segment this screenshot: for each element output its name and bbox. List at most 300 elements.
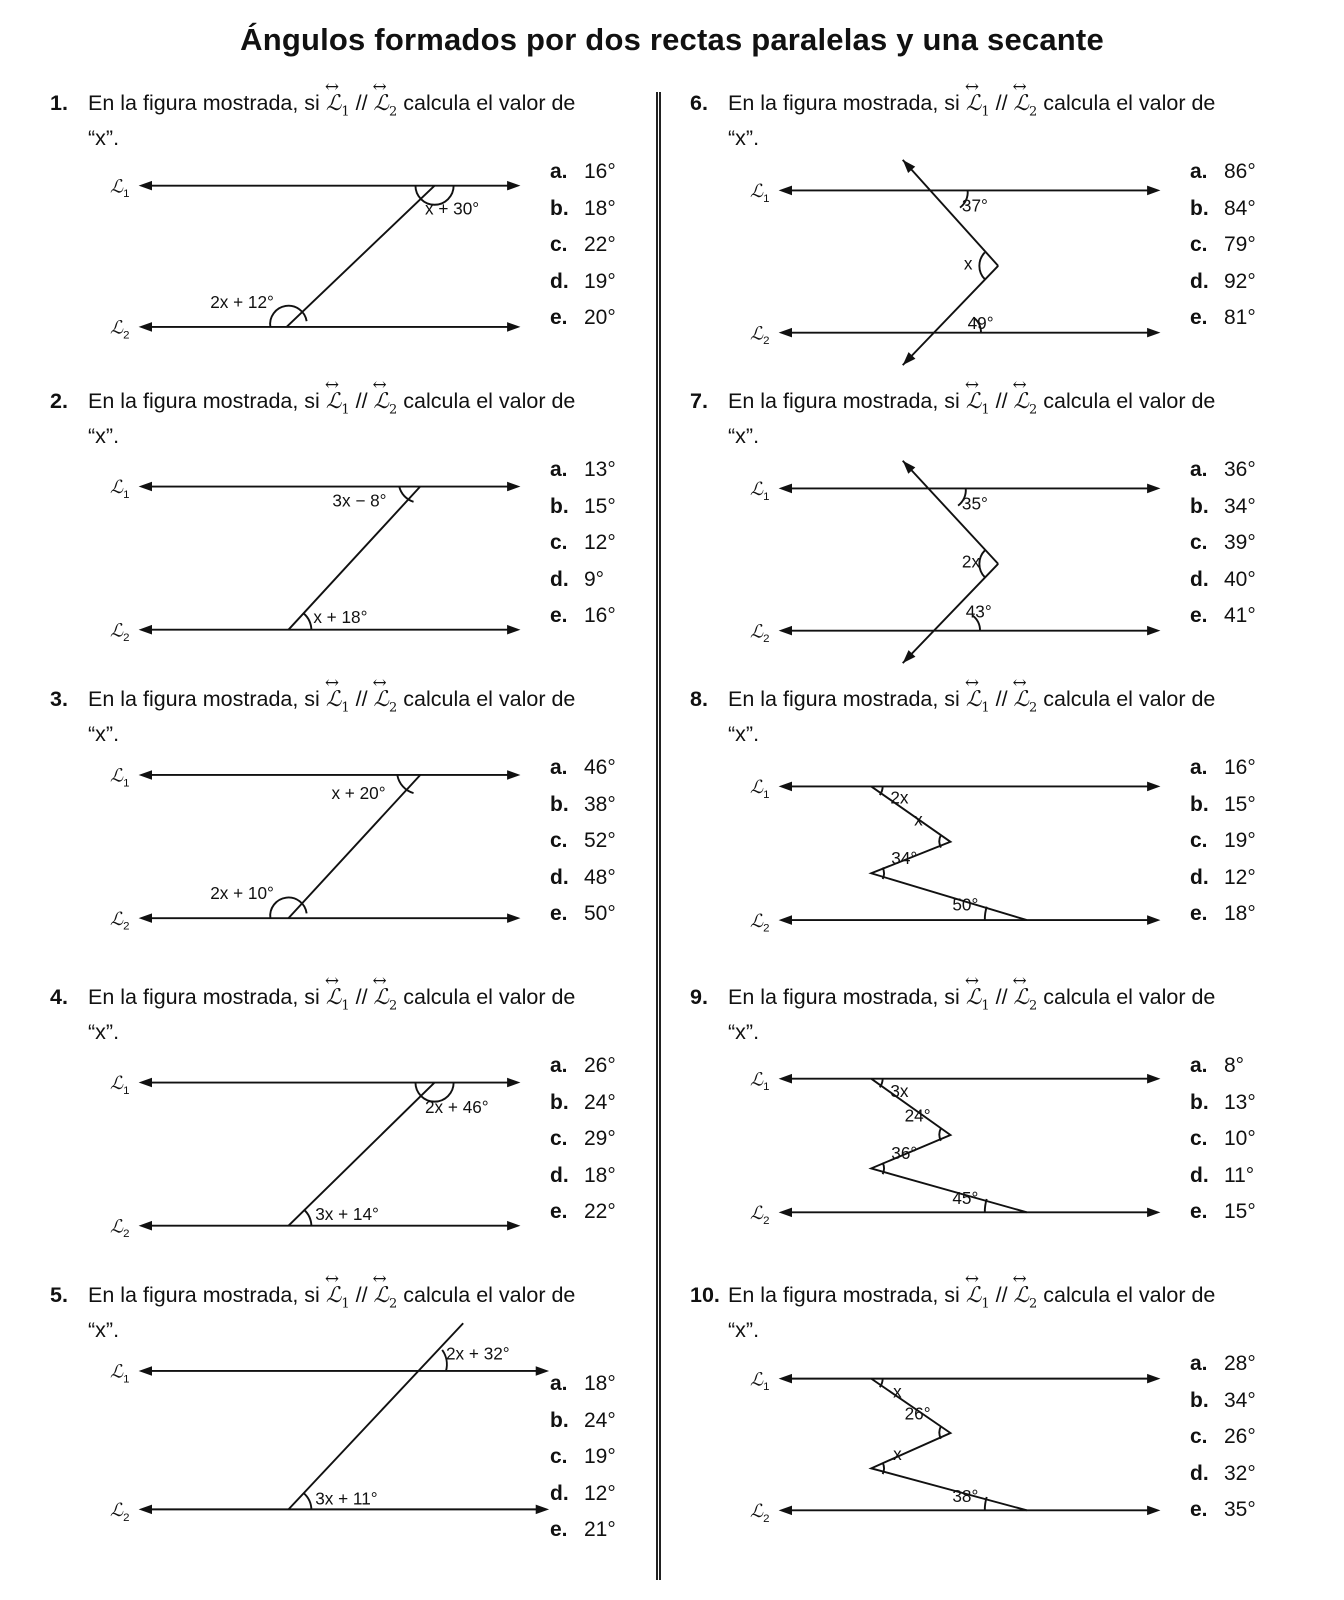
angle-label: x + 20° xyxy=(331,782,386,803)
angle-label: 2x xyxy=(961,551,981,572)
line-l2-arrow-right xyxy=(507,913,520,923)
option-value: 24° xyxy=(584,1090,616,1114)
answer-option[interactable] xyxy=(1190,1352,1300,1389)
line-l1-symbol: ↔ ℒ$_1$ xyxy=(966,1282,990,1317)
answer-option[interactable] xyxy=(1190,1091,1300,1128)
problem-statement xyxy=(690,984,1280,1046)
option-value: 84° xyxy=(1224,196,1256,220)
option-value: 18° xyxy=(584,1163,616,1187)
angle-arc xyxy=(939,835,941,847)
option-value: 22° xyxy=(584,233,616,256)
statement-unknown: “x”. xyxy=(88,424,120,449)
option-value: 16° xyxy=(584,604,616,627)
option-letter: c. xyxy=(550,1127,568,1150)
line-l2-symbol: ↔ ℒ$_2$ xyxy=(1014,984,1038,1019)
option-value: 92° xyxy=(1224,269,1256,293)
answer-option[interactable] xyxy=(550,458,660,495)
parallel-symbol: // xyxy=(355,985,368,1009)
problem-1 xyxy=(50,90,650,388)
angle-figure xyxy=(750,751,1170,966)
answer-option[interactable] xyxy=(550,829,660,866)
statement-unknown: “x”. xyxy=(728,722,760,747)
problem-5 xyxy=(50,1282,650,1580)
line-l2-symbol: ↔ ℒ$_2$ xyxy=(374,984,398,1019)
line-l2-arrow-right xyxy=(1147,626,1160,636)
line-l2-symbol: ↔ ℒ$_2$ xyxy=(374,388,398,423)
option-letter: a. xyxy=(1190,1054,1208,1077)
problem-number: 6. xyxy=(690,91,708,115)
angle-arc xyxy=(304,613,312,629)
problem-10 xyxy=(690,1282,1290,1580)
answer-option[interactable] xyxy=(550,1091,660,1128)
angle-label: 36° xyxy=(891,1142,918,1163)
angle-label: x + 30° xyxy=(425,198,480,219)
problem-number: 3. xyxy=(50,687,68,711)
line-l1-arrow-left xyxy=(779,782,792,792)
line-l2-label: ℒ$_2$ xyxy=(750,621,770,646)
line-l2-arrow-right xyxy=(1147,328,1160,338)
angle-label: 38° xyxy=(952,1485,979,1506)
statement-suffix: calcula el valor de xyxy=(403,687,576,711)
problem-statement xyxy=(50,1282,640,1344)
answer-options xyxy=(1190,756,1300,939)
line-l1-arrow-left xyxy=(779,1374,792,1384)
option-value: 86° xyxy=(1224,160,1256,183)
option-value: 38° xyxy=(584,792,616,816)
statement-suffix: calcula el valor de xyxy=(1043,389,1216,413)
line-l2-arrow-left xyxy=(139,625,152,635)
answer-option[interactable] xyxy=(550,1372,660,1409)
angle-label: 3x xyxy=(890,1080,909,1101)
line-l2-symbol: ↔ ℒ$_2$ xyxy=(1014,388,1038,423)
line-l1-symbol: ↔ ℒ$_1$ xyxy=(326,686,350,721)
statement-unknown: “x”. xyxy=(728,126,760,151)
option-value: 12° xyxy=(584,531,616,554)
option-value: 40° xyxy=(1224,567,1256,591)
option-value: 41° xyxy=(1224,604,1256,627)
angle-label: 45° xyxy=(952,1187,979,1208)
line-l1-arrow-left xyxy=(139,770,152,780)
answer-option[interactable] xyxy=(550,270,660,307)
parallel-symbol: // xyxy=(355,687,368,711)
problem-number: 1. xyxy=(50,91,68,115)
answer-option[interactable] xyxy=(1190,197,1300,234)
answer-option[interactable] xyxy=(1190,902,1300,939)
angle-label: 50° xyxy=(952,894,979,915)
line-l2-symbol: ↔ ℒ$_2$ xyxy=(1014,90,1038,125)
angle-label: 2x + 32° xyxy=(446,1343,510,1364)
angle-label: 24° xyxy=(904,1105,931,1126)
angle-arc xyxy=(883,868,884,879)
option-value: 19° xyxy=(1224,829,1256,852)
option-value: 39° xyxy=(1224,531,1256,554)
option-letter: a. xyxy=(550,756,568,779)
parallel-symbol: // xyxy=(995,985,1008,1009)
line-l2-arrow-left xyxy=(139,1505,152,1515)
answer-option[interactable] xyxy=(550,1482,660,1519)
statement-suffix: calcula el valor de xyxy=(403,91,576,115)
answer-option[interactable] xyxy=(550,1200,660,1237)
option-value: 81° xyxy=(1224,306,1256,329)
line-l1-arrow-right xyxy=(1147,186,1160,196)
option-letter: d. xyxy=(550,269,569,293)
line-l1-label: ℒ$_1$ xyxy=(110,1073,130,1097)
option-letter: d. xyxy=(1190,865,1209,889)
statement-prefix: En la figura mostrada, si xyxy=(728,1283,960,1307)
option-value: 26° xyxy=(584,1054,616,1077)
answer-option[interactable] xyxy=(550,1445,660,1482)
problem-statement xyxy=(690,1282,1280,1344)
parallel-symbol: // xyxy=(995,389,1008,413)
statement-prefix: En la figura mostrada, si xyxy=(88,389,320,413)
line-l1-symbol: ↔ ℒ$_1$ xyxy=(966,90,990,125)
line-l1-label: ℒ$_1$ xyxy=(750,1069,770,1094)
line-l2-arrow-left xyxy=(139,913,152,923)
option-letter: b. xyxy=(550,1090,569,1114)
line-l2-label: ℒ$_2$ xyxy=(110,317,130,342)
line-l2-label: ℒ$_2$ xyxy=(750,1501,770,1525)
answer-option[interactable] xyxy=(1190,1127,1300,1164)
answer-option[interactable] xyxy=(1190,829,1300,866)
angle-label: 2x + 10° xyxy=(210,883,274,904)
line-l1-symbol: ↔ ℒ$_1$ xyxy=(326,1282,350,1317)
statement-prefix: En la figura mostrada, si xyxy=(728,985,960,1009)
line-l2-arrow-left xyxy=(779,915,792,925)
option-letter: a. xyxy=(1190,1352,1208,1375)
angle-figure xyxy=(110,751,530,966)
line-l2-arrow-right xyxy=(536,1505,549,1515)
line-l1-arrow-left xyxy=(139,482,152,492)
statement-prefix: En la figura mostrada, si xyxy=(88,91,320,115)
answer-option[interactable] xyxy=(550,756,660,793)
line-l2-arrow-right xyxy=(507,1221,520,1231)
angle-label: 3x + 11° xyxy=(315,1488,378,1509)
statement-suffix: calcula el valor de xyxy=(1043,91,1216,115)
answer-option[interactable] xyxy=(1190,756,1300,793)
statement-unknown: “x”. xyxy=(88,126,120,151)
statement-unknown: “x”. xyxy=(728,424,760,449)
line-l2-label: ℒ$_2$ xyxy=(750,323,770,348)
option-value: 10° xyxy=(1224,1127,1256,1150)
line-l2-arrow-left xyxy=(779,1208,792,1218)
option-letter: c. xyxy=(1190,829,1208,852)
angle-label: 3x − 8° xyxy=(332,490,387,511)
option-letter: a. xyxy=(1190,160,1208,183)
line-l2-arrow-left xyxy=(139,322,152,332)
option-value: 15° xyxy=(584,494,616,518)
problem-2 xyxy=(50,388,650,686)
answer-option[interactable] xyxy=(550,306,660,343)
problem-8 xyxy=(690,686,1290,984)
line-l1-arrow-right xyxy=(507,181,520,191)
option-letter: d. xyxy=(1190,567,1209,591)
angle-arc xyxy=(270,306,306,327)
answer-option[interactable] xyxy=(550,1409,660,1446)
answer-option[interactable] xyxy=(1190,1164,1300,1201)
option-value: 8° xyxy=(1224,1054,1245,1077)
transversal-line xyxy=(289,1323,464,1509)
angle-arc xyxy=(304,1493,312,1509)
answer-option[interactable] xyxy=(550,793,660,830)
angle-arc xyxy=(985,907,987,920)
problem-6 xyxy=(690,90,1290,388)
problem-statement xyxy=(50,686,640,748)
parallel-symbol: // xyxy=(355,389,368,413)
option-value: 52° xyxy=(584,829,616,852)
option-value: 16° xyxy=(1224,756,1256,779)
option-value: 15° xyxy=(1224,1200,1256,1223)
option-letter: d. xyxy=(550,567,569,591)
line-l1-arrow-right xyxy=(507,482,520,492)
problem-statement xyxy=(50,90,640,152)
option-letter: a. xyxy=(1190,458,1208,481)
problem-number: 8. xyxy=(690,687,708,711)
problem-7 xyxy=(690,388,1290,686)
option-letter: b. xyxy=(1190,1388,1209,1412)
option-letter: e. xyxy=(550,604,568,627)
angle-figure xyxy=(750,155,1170,370)
answer-option[interactable] xyxy=(550,866,660,903)
option-letter: d. xyxy=(1190,269,1209,293)
option-letter: a. xyxy=(550,1054,568,1077)
option-letter: c. xyxy=(550,531,568,554)
option-letter: e. xyxy=(550,1518,568,1541)
option-letter: a. xyxy=(550,1372,568,1395)
answer-option[interactable] xyxy=(550,568,660,605)
answer-option[interactable] xyxy=(550,902,660,939)
answer-option[interactable] xyxy=(1190,458,1300,495)
option-value: 18° xyxy=(584,1372,616,1395)
problem-statement xyxy=(690,90,1280,152)
answer-option[interactable] xyxy=(550,1518,660,1555)
line-l1-symbol: ↔ ℒ$_1$ xyxy=(326,984,350,1019)
statement-suffix: calcula el valor de xyxy=(1043,1283,1216,1307)
answer-option[interactable] xyxy=(1190,1200,1300,1237)
problem-number: 4. xyxy=(50,985,68,1009)
line-l1-arrow-right xyxy=(507,770,520,780)
angle-arc xyxy=(979,550,984,577)
option-letter: d. xyxy=(1190,1461,1209,1485)
option-value: 11° xyxy=(1224,1163,1255,1187)
option-value: 26° xyxy=(1224,1425,1256,1448)
option-letter: c. xyxy=(1190,1127,1208,1150)
transversal-line xyxy=(287,186,435,327)
angle-label: 43° xyxy=(965,601,992,622)
angle-figure xyxy=(110,1343,530,1562)
problem-3 xyxy=(50,686,650,984)
statement-suffix: calcula el valor de xyxy=(1043,985,1216,1009)
problem-number: 9. xyxy=(690,985,708,1009)
answer-options xyxy=(550,160,660,343)
option-letter: b. xyxy=(550,1408,569,1432)
angle-figure xyxy=(750,1347,1170,1562)
statement-prefix: En la figura mostrada, si xyxy=(88,687,320,711)
angle-label: x xyxy=(893,1381,902,1402)
line-l2-symbol: ↔ ℒ$_2$ xyxy=(1014,1282,1038,1317)
angle-label: x xyxy=(914,809,923,830)
answer-option[interactable] xyxy=(550,1164,660,1201)
line-l1-symbol: ↔ ℒ$_1$ xyxy=(326,90,350,125)
answer-option[interactable] xyxy=(1190,306,1300,343)
option-letter: b. xyxy=(1190,494,1209,518)
option-letter: c. xyxy=(550,1445,568,1468)
line-l1-symbol: ↔ ℒ$_1$ xyxy=(326,388,350,423)
line-l1-label: ℒ$_1$ xyxy=(110,477,130,501)
option-value: 16° xyxy=(584,160,616,183)
option-value: 36° xyxy=(1224,458,1256,481)
answer-option[interactable] xyxy=(1190,270,1300,307)
option-value: 22° xyxy=(584,1200,616,1223)
angle-label: 26° xyxy=(904,1403,931,1424)
answer-option[interactable] xyxy=(550,233,660,270)
answer-option[interactable] xyxy=(1190,866,1300,903)
answer-option[interactable] xyxy=(550,531,660,568)
statement-suffix: calcula el valor de xyxy=(1043,687,1216,711)
answer-option[interactable] xyxy=(1190,495,1300,532)
line-l2-arrow-right xyxy=(1147,915,1160,925)
option-letter: b. xyxy=(1190,196,1209,220)
angle-label: 34° xyxy=(891,847,918,868)
line-l1-label: ℒ$_1$ xyxy=(750,479,770,503)
angle-arc xyxy=(939,1426,941,1438)
statement-unknown: “x”. xyxy=(88,1318,120,1343)
statement-unknown: “x”. xyxy=(88,1020,120,1045)
option-value: 12° xyxy=(1224,865,1256,889)
line-l2-symbol: ↔ ℒ$_2$ xyxy=(374,686,398,721)
answer-option[interactable] xyxy=(550,197,660,234)
parallel-symbol: // xyxy=(355,91,368,115)
option-letter: c. xyxy=(1190,531,1208,554)
line-l1-label: ℒ$_1$ xyxy=(110,765,130,790)
option-value: 28° xyxy=(1224,1352,1256,1375)
angle-arc xyxy=(304,1209,312,1225)
statement-prefix: En la figura mostrada, si xyxy=(728,91,960,115)
answer-option[interactable] xyxy=(550,495,660,532)
answer-options xyxy=(550,1372,660,1555)
option-letter: e. xyxy=(550,1200,568,1223)
answer-option[interactable] xyxy=(550,1054,660,1091)
angle-figure xyxy=(110,453,530,668)
answer-option[interactable] xyxy=(1190,793,1300,830)
line-l2-arrow-right xyxy=(507,625,520,635)
angle-label: 35° xyxy=(961,493,988,514)
answer-option[interactable] xyxy=(1190,1498,1300,1535)
line-l2-arrow-left xyxy=(139,1221,152,1231)
option-letter: b. xyxy=(550,196,569,220)
problem-4 xyxy=(50,984,650,1282)
option-value: 15° xyxy=(1224,792,1256,816)
option-value: 34° xyxy=(1224,494,1256,518)
statement-unknown: “x”. xyxy=(728,1020,760,1045)
answer-option[interactable] xyxy=(1190,531,1300,568)
line-l1-arrow-right xyxy=(507,1078,520,1088)
problem-number: 10. xyxy=(690,1283,720,1307)
line-l2-symbol: ↔ ℒ$_2$ xyxy=(374,90,398,125)
answer-option[interactable] xyxy=(550,604,660,641)
line-l1-arrow-left xyxy=(139,181,152,191)
line-l1-label: ℒ$_1$ xyxy=(110,1361,130,1386)
problem-statement xyxy=(690,686,1280,748)
line-l1-label: ℒ$_1$ xyxy=(750,181,770,205)
option-letter: e. xyxy=(1190,306,1208,329)
angle-arc xyxy=(883,1463,884,1474)
statement-unknown: “x”. xyxy=(88,722,120,747)
line-l1-arrow-right xyxy=(1147,484,1160,494)
option-letter: a. xyxy=(550,458,568,481)
option-letter: c. xyxy=(550,829,568,852)
option-letter: a. xyxy=(1190,756,1208,779)
problem-statement xyxy=(50,984,640,1046)
answer-option[interactable] xyxy=(1190,1054,1300,1091)
line-l1-label: ℒ$_1$ xyxy=(110,176,130,201)
option-letter: b. xyxy=(1190,1090,1209,1114)
parallel-symbol: // xyxy=(995,687,1008,711)
angle-label: x xyxy=(963,253,973,274)
option-value: 29° xyxy=(584,1127,616,1150)
angle-figure xyxy=(110,1049,530,1264)
answer-option[interactable] xyxy=(550,1127,660,1164)
option-value: 32° xyxy=(1224,1461,1256,1485)
option-value: 18° xyxy=(584,196,616,220)
answer-options xyxy=(1190,458,1300,641)
line-l2-arrow-left xyxy=(779,626,792,636)
option-letter: d. xyxy=(550,1481,569,1505)
angle-arc xyxy=(399,487,413,502)
line-l1-label: ℒ$_1$ xyxy=(750,777,770,801)
problem-statement xyxy=(690,388,1280,450)
answer-option[interactable] xyxy=(1190,233,1300,270)
line-l1-arrow-right xyxy=(1147,1374,1160,1384)
angle-label: 2x + 46° xyxy=(425,1097,489,1118)
option-value: 19° xyxy=(584,269,616,293)
option-value: 13° xyxy=(584,458,616,481)
answer-options xyxy=(1190,1054,1300,1237)
option-value: 35° xyxy=(1224,1498,1256,1521)
answer-option[interactable] xyxy=(1190,568,1300,605)
answer-options xyxy=(1190,1352,1300,1535)
answer-option[interactable] xyxy=(1190,1389,1300,1426)
answer-option[interactable] xyxy=(1190,1462,1300,1499)
statement-prefix: En la figura mostrada, si xyxy=(88,1283,320,1307)
answer-option[interactable] xyxy=(550,160,660,197)
statement-suffix: calcula el valor de xyxy=(403,389,576,413)
answer-option[interactable] xyxy=(1190,1425,1300,1462)
line-l1-arrow-left xyxy=(779,186,792,196)
option-value: 19° xyxy=(584,1445,616,1468)
statement-suffix: calcula el valor de xyxy=(403,985,576,1009)
option-value: 46° xyxy=(584,756,616,779)
option-letter: d. xyxy=(550,865,569,889)
parallel-symbol: // xyxy=(355,1283,368,1307)
angle-figure xyxy=(110,155,530,370)
answer-option[interactable] xyxy=(1190,604,1300,641)
line-l2-label: ℒ$_2$ xyxy=(110,908,130,933)
line-l1-arrow-left xyxy=(779,484,792,494)
line-l2-arrow-right xyxy=(507,322,520,332)
option-letter: b. xyxy=(550,494,569,518)
statement-prefix: En la figura mostrada, si xyxy=(728,389,960,413)
page-title: Ángulos formados por dos rectas paralelas y una secante xyxy=(240,22,1104,57)
parallel-symbol: // xyxy=(995,91,1008,115)
line-l1-symbol: ↔ ℒ$_1$ xyxy=(966,388,990,423)
angle-label: 49° xyxy=(967,312,994,333)
option-letter: d. xyxy=(1190,1163,1209,1187)
line-l2-symbol: ↔ ℒ$_2$ xyxy=(1014,686,1038,721)
line-l2-label: ℒ$_2$ xyxy=(110,620,130,645)
answer-option[interactable] xyxy=(1190,160,1300,197)
option-letter: b. xyxy=(550,792,569,816)
line-l2-arrow-right xyxy=(1147,1506,1160,1516)
